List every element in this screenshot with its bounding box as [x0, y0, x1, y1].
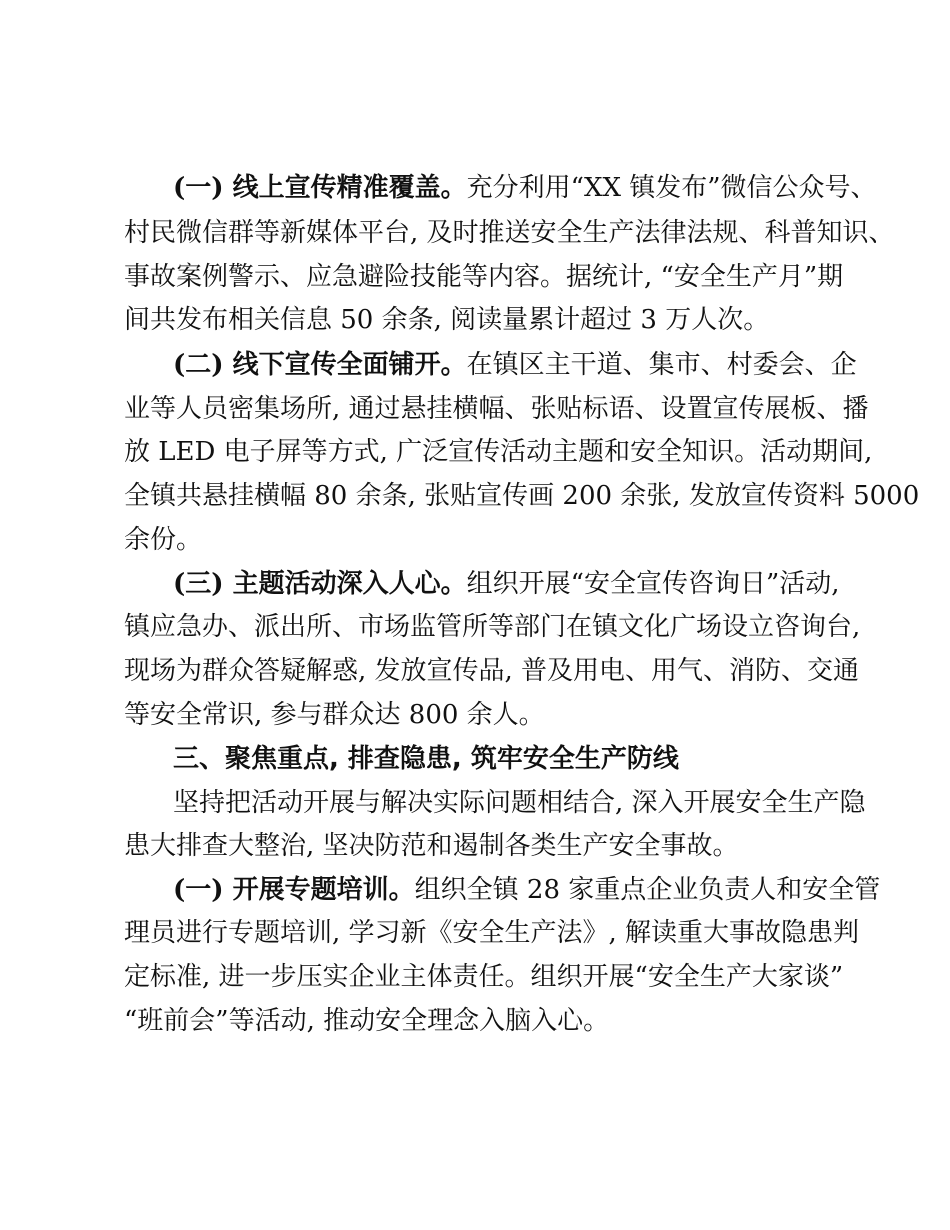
paragraph-line: 定标准, 进一步压实企业主体责任。组织开展“安全生产大家谈”: [124, 962, 844, 992]
paragraph-line: [173, 350, 857, 380]
paragraph-line: 患大排查大整治, 坚决防范和遏制各类生产安全事故。: [124, 831, 739, 861]
paragraph-line: 间共发布相关信息 50 余条, 阅读量累计超过 3 万人次。: [124, 305, 770, 335]
paragraph-text: 充分利用“XX 镇发布”微信公众号、: [466, 173, 877, 203]
subheading: (二) 线下宣传全面铺开。: [173, 350, 467, 380]
paragraph-line: 余份。: [124, 525, 203, 555]
paragraph-line: 理员进行专题培训, 学习新《安全生产法》, 解读重大事故隐患判: [124, 918, 860, 948]
subheading: (一) 开展专题培训。: [173, 875, 415, 905]
section-heading: 三、聚焦重点, 排查隐患, 筑牢安全生产防线: [173, 744, 679, 774]
paragraph-line: 村民微信群等新媒体平台, 及时推送安全生产法律法规、科普知识、: [124, 218, 895, 248]
paragraph-line: 全镇共悬挂横幅 80 余条, 张贴宣传画 200 余张, 发放宣传资料 5000: [124, 481, 920, 511]
paragraph-line: [173, 875, 880, 905]
paragraph-text: 在镇区主干道、集市、村委会、企: [466, 350, 857, 380]
paragraph-line: 等安全常识, 参与群众达 800 余人。: [124, 700, 545, 730]
paragraph-line: [173, 173, 877, 203]
subheading: (一) 线上宣传精准覆盖。: [173, 173, 467, 203]
paragraph-line: [173, 569, 840, 599]
paragraph-line: 坚持把活动开展与解决实际问题相结合, 深入开展安全生产隐: [173, 788, 866, 818]
paragraph-line: 事故案例警示、应急避险技能等内容。据统计, “安全生产月”期: [124, 262, 844, 292]
paragraph-line: 业等人员密集场所, 通过悬挂横幅、张贴标语、设置宣传展板、播: [124, 394, 869, 424]
subheading: (三) 主题活动深入人心。: [173, 569, 467, 599]
paragraph-line: 放 LED 电子屏等方式, 广泛宣传活动主题和安全知识。活动期间,: [124, 437, 873, 467]
paragraph-text: 组织开展“安全宣传咨询日”活动,: [466, 569, 840, 599]
paragraph-line: 现场为群众答疑解惑, 发放宣传品, 普及用电、用气、消防、交通: [124, 656, 860, 686]
paragraph-line: “班前会”等活动, 推动安全理念入脑入心。: [124, 1006, 610, 1036]
paragraph-text: 组织全镇 28 家重点企业负责人和安全管: [414, 875, 881, 905]
paragraph-line: 镇应急办、派出所、市场监管所等部门在镇文化广场设立咨询台,: [124, 612, 861, 642]
